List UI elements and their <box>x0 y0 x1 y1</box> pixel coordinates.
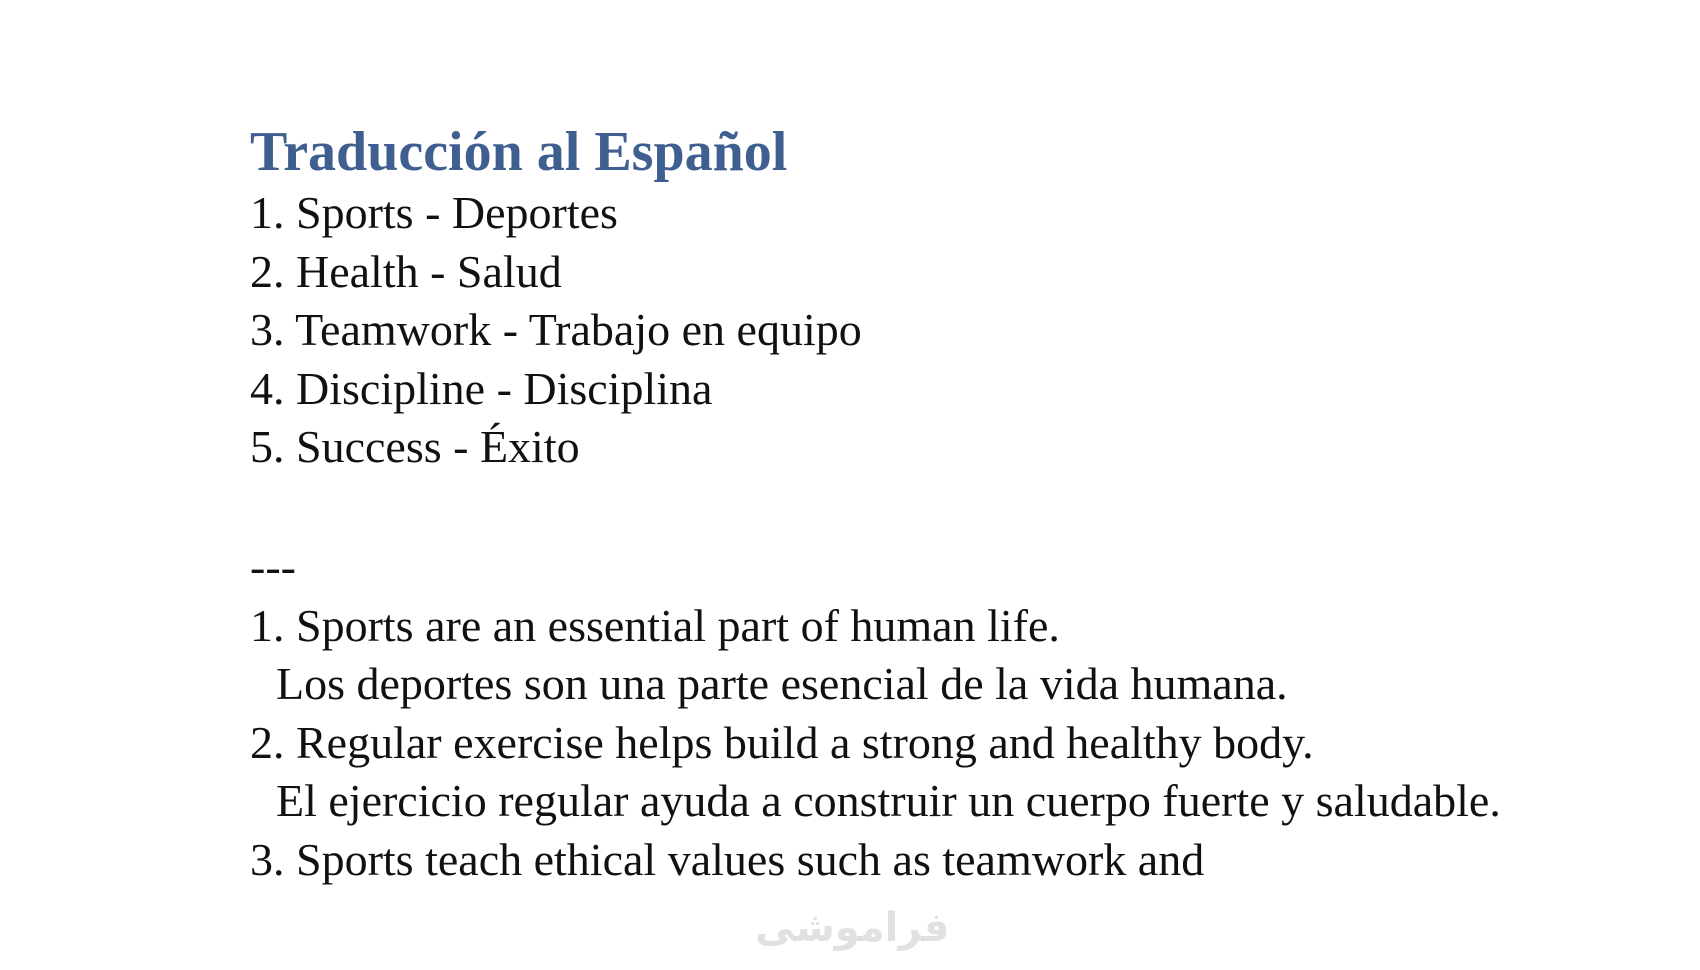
sentence-3-english: 3. Sports teach ethical values such as teamwork and <box>250 833 1205 885</box>
section-separator: --- <box>250 541 296 592</box>
sentence-1-spanish: Los deportes son una parte esencial de la vida humana. <box>276 658 1288 709</box>
vocab-item-teamwork: 3. Teamwork - Trabajo en equipo <box>250 304 862 355</box>
vocab-item-sports: 1. Sports - Deportes <box>250 187 618 238</box>
sentence-1-english: 1. Sports are an essential part of human life. <box>250 599 1060 651</box>
document-content <box>250 120 1570 889</box>
blank-line <box>250 477 1570 536</box>
document-title: Traducción al Español <box>250 121 788 183</box>
vocab-item-success: 5. Success - Éxito <box>250 421 580 472</box>
sentence-2-spanish: El ejercicio regular ayuda a construir un cuerpo fuerte y saludable. <box>276 775 1501 826</box>
vocab-item-health: 2. Health - Salud <box>250 245 562 297</box>
sentence-2-english: 2. Regular exercise helps build a strong and healthy body. <box>250 716 1314 768</box>
watermark-text: فراموشی <box>755 906 950 950</box>
vocab-item-discipline: 4. Discipline - Disciplina <box>250 362 713 414</box>
